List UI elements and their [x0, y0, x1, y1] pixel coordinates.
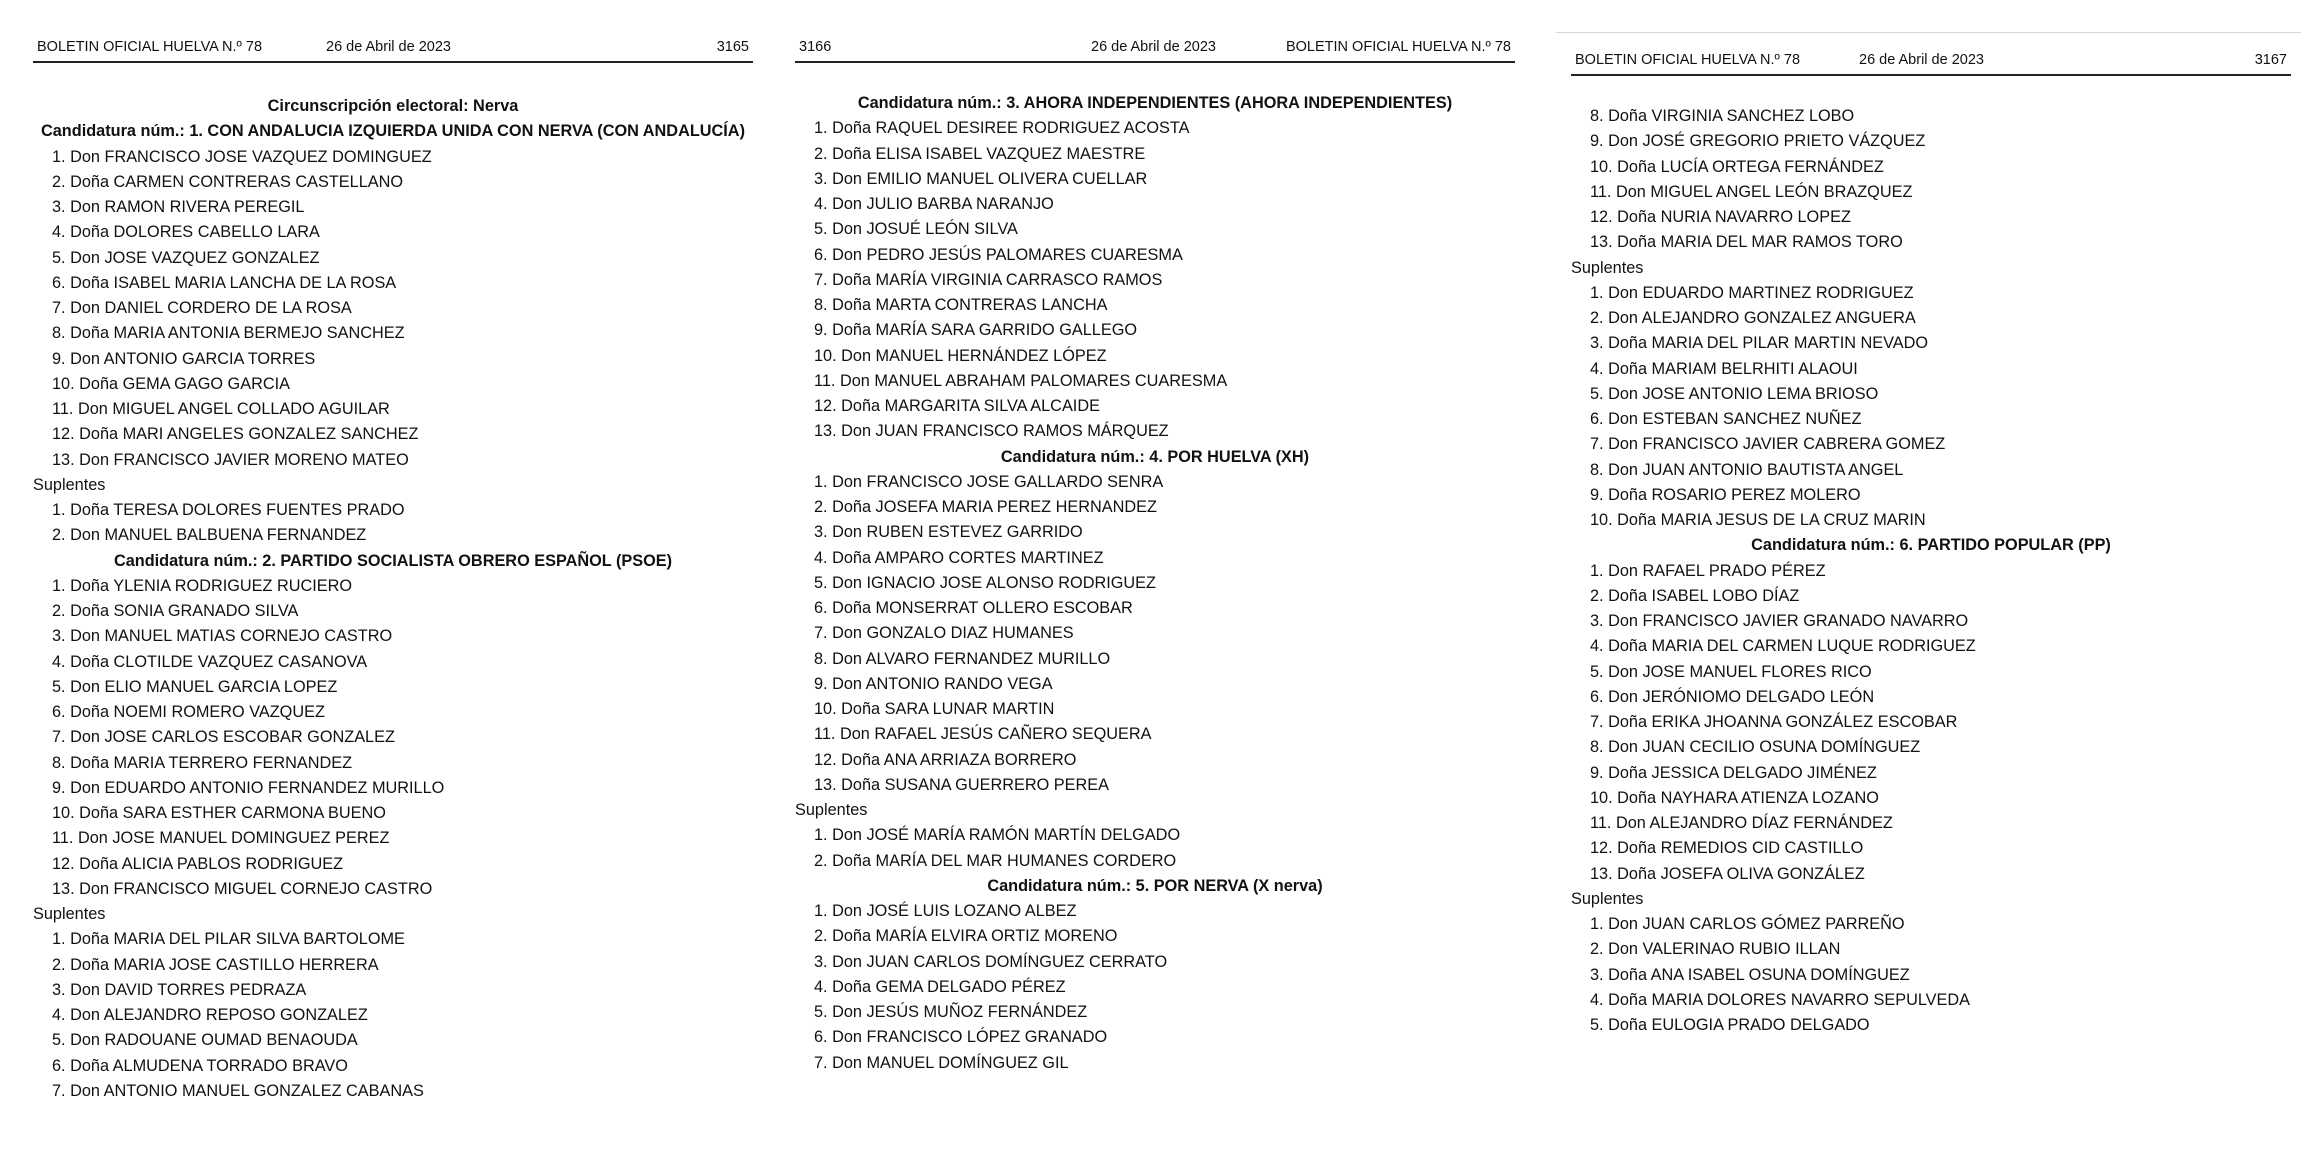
- candidate-line: 4. Doña CLOTILDE VAZQUEZ CASANOVA: [52, 652, 368, 671]
- suplentes-heading: Suplentes: [1571, 258, 1644, 277]
- suplentes-heading: Suplentes: [33, 475, 106, 494]
- candidate-line: 10. Doña NAYHARA ATIENZA LOZANO: [1590, 788, 1879, 807]
- candidate-line: 12. Doña NURIA NAVARRO LOPEZ: [1590, 208, 1851, 226]
- candidate-line: 5. Don JOSUÉ LEÓN SILVA: [814, 220, 1018, 239]
- candidate-line: 7. Don DANIEL CORDERO DE LA ROSA: [52, 299, 352, 317]
- candidate-line: 5. Don ELIO MANUEL GARCIA LOPEZ: [52, 677, 338, 696]
- candidate-line: 7. Don JOSE CARLOS ESCOBAR GONZALEZ: [52, 728, 395, 747]
- candidate-line: 2. Don VALERINAO RUBIO ILLAN: [1590, 940, 1841, 959]
- candidate-line: 4. Doña MARIA DOLORES NAVARRO SEPULVEDA: [1590, 990, 1971, 1009]
- candidate-line: 11. Don MIGUEL ANGEL LEÓN BRAZQUEZ: [1590, 182, 1913, 201]
- candidate-line: 10. Don MANUEL HERNÁNDEZ LÓPEZ: [814, 346, 1107, 365]
- candidate-line: 10. Doña LUCÍA ORTEGA FERNÁNDEZ: [1590, 157, 1884, 176]
- candidate-line: 3. Doña ANA ISABEL OSUNA DOMÍNGUEZ: [1590, 965, 1910, 984]
- candidate-line: 7. Don ANTONIO MANUEL GONZALEZ CABANAS: [52, 1081, 424, 1100]
- header-date: 26 de Abril de 2023: [1859, 52, 1984, 68]
- candidate-line: 7. Don FRANCISCO JAVIER CABRERA GOMEZ: [1590, 435, 1946, 454]
- page-body: [795, 91, 1515, 1076]
- header-journal: BOLETIN OFICIAL HUELVA N.º 78: [1575, 52, 1801, 68]
- candidate-line: 2. Don ALEJANDRO GONZALEZ ANGUERA: [1590, 309, 1916, 327]
- candidate-line: 3. Don DAVID TORRES PEDRAZA: [52, 980, 307, 999]
- candidate-line: 3. Don JUAN CARLOS DOMÍNGUEZ CERRATO: [814, 952, 1168, 971]
- candidate-line: 9. Don EDUARDO ANTONIO FERNANDEZ MURILLO: [52, 778, 445, 797]
- candidate-line: 1. Doña MARIA DEL PILAR SILVA BARTOLOME: [52, 930, 405, 949]
- candidate-line: 8. Doña MARIA TERRERO FERNANDEZ: [52, 753, 353, 772]
- page-3165: [33, 0, 753, 1156]
- candidate-line: 7. Don MANUEL DOMÍNGUEZ GIL: [814, 1053, 1069, 1072]
- candidate-line: 2. Doña MARIA JOSE CASTILLO HERRERA: [52, 955, 379, 974]
- candidate-line: 3. Don FRANCISCO JAVIER GRANADO NAVARRO: [1590, 612, 1969, 630]
- candidate-line: 2. Doña JOSEFA MARIA PEREZ HERNANDEZ: [814, 498, 1157, 516]
- candidate-line: 8. Don ALVARO FERNANDEZ MURILLO: [814, 649, 1111, 668]
- candidate-line: 1. Don FRANCISCO JOSE GALLARDO SENRA: [814, 472, 1164, 491]
- candidate-line: 1. Doña RAQUEL DESIREE RODRIGUEZ ACOSTA: [814, 119, 1190, 138]
- candidate-line: 10. Doña MARIA JESUS DE LA CRUZ MARIN: [1590, 511, 1926, 529]
- candidate-line: 8. Doña VIRGINIA SANCHEZ LOBO: [1590, 107, 1855, 125]
- candidate-line: 6. Don ESTEBAN SANCHEZ NUÑEZ: [1590, 410, 1862, 428]
- candidate-line: 9. Don ANTONIO RANDO VEGA: [814, 674, 1053, 693]
- header-journal: BOLETIN OFICIAL HUELVA N.º 78: [37, 39, 263, 55]
- candidate-line: 11. Don MIGUEL ANGEL COLLADO AGUILAR: [52, 400, 390, 418]
- candidate-line: 13. Doña MARIA DEL MAR RAMOS TORO: [1590, 233, 1903, 252]
- candidacy-heading: Candidatura núm.: 3. AHORA INDEPENDIENTES (AHORA INDEPENDIENTES): [857, 94, 1453, 112]
- candidate-line: 12. Doña REMEDIOS CID CASTILLO: [1590, 839, 1864, 858]
- candidate-line: 6. Doña MONSERRAT OLLERO ESCOBAR: [814, 599, 1133, 617]
- candidate-line: 4. Don ALEJANDRO REPOSO GONZALEZ: [52, 1006, 368, 1024]
- candidate-line: 1. Doña TERESA DOLORES FUENTES PRADO: [52, 501, 405, 519]
- candidate-line: 6. Doña ALMUDENA TORRADO BRAVO: [52, 1056, 348, 1075]
- candidate-line: 11. Don ALEJANDRO DÍAZ FERNÁNDEZ: [1590, 814, 1893, 832]
- page-body: [33, 94, 753, 1104]
- candidate-line: 9. Doña JESSICA DELGADO JIMÉNEZ: [1590, 763, 1877, 782]
- candidate-line: 12. Doña ALICIA PABLOS RODRIGUEZ: [52, 854, 344, 873]
- header-page-number: 3165: [716, 39, 749, 55]
- suplentes-heading: Suplentes: [33, 905, 106, 923]
- candidate-line: 12. Doña MARI ANGELES GONZALEZ SANCHEZ: [52, 425, 419, 444]
- candidacy-heading: Candidatura núm.: 2. PARTIDO SOCIALISTA OBRERO ESPAÑOL (PSOE): [113, 551, 673, 570]
- page-header: [33, 39, 753, 63]
- candidate-line: 3. Don MANUEL MATIAS CORNEJO CASTRO: [52, 627, 393, 646]
- suplentes-heading: Suplentes: [1571, 889, 1644, 908]
- candidate-line: 5. Don JOSE VAZQUEZ GONZALEZ: [52, 248, 320, 267]
- candidate-line: 6. Doña ISABEL MARIA LANCHA DE LA ROSA: [52, 273, 397, 292]
- candidate-line: 7. Don GONZALO DIAZ HUMANES: [814, 624, 1074, 643]
- page-body: [1571, 104, 2291, 1038]
- candidate-line: 12. Doña MARGARITA SILVA ALCAIDE: [814, 397, 1100, 415]
- candidate-line: 5. Don JOSE MANUEL FLORES RICO: [1590, 662, 1872, 681]
- page-3167: [1571, 0, 2291, 1156]
- candidate-line: 3. Doña MARIA DEL PILAR MARTIN NEVADO: [1590, 334, 1929, 353]
- candidate-line: 3. Don EMILIO MANUEL OLIVERA CUELLAR: [814, 169, 1148, 188]
- page-header: [795, 39, 1515, 63]
- candidate-line: 2. Doña MARÍA ELVIRA ORTIZ MORENO: [814, 927, 1118, 946]
- candidate-line: 9. Don ANTONIO GARCIA TORRES: [52, 349, 316, 368]
- candidate-line: 13. Doña SUSANA GUERRERO PEREA: [814, 775, 1109, 794]
- header-date: 26 de Abril de 2023: [326, 39, 451, 55]
- candidate-line: 1. Don JUAN CARLOS GÓMEZ PARREÑO: [1590, 915, 1905, 933]
- candidate-line: 2. Doña MARÍA DEL MAR HUMANES CORDERO: [814, 851, 1177, 870]
- header-journal: BOLETIN OFICIAL HUELVA N.º 78: [1285, 39, 1511, 55]
- candidate-line: 11. Don RAFAEL JESÚS CAÑERO SEQUERA: [814, 725, 1152, 744]
- candidate-line: 1. Don JOSÉ LUIS LOZANO ALBEZ: [814, 902, 1077, 920]
- candidate-line: 5. Don IGNACIO JOSE ALONSO RODRIGUEZ: [814, 573, 1156, 592]
- candidate-line: 11. Don MANUEL ABRAHAM PALOMARES CUARESMA: [814, 371, 1228, 390]
- candidate-line: 13. Don FRANCISCO JAVIER MORENO MATEO: [52, 450, 409, 469]
- candidate-line: 1. Don JOSÉ MARÍA RAMÓN MARTÍN DELGADO: [814, 826, 1181, 845]
- candidate-line: 4. Doña MARIAM BELRHITI ALAOUI: [1590, 359, 1858, 378]
- candidate-line: 1. Don RAFAEL PRADO PÉREZ: [1590, 561, 1826, 580]
- candidate-line: 2. Doña SONIA GRANADO SILVA: [52, 602, 299, 620]
- candidate-line: 4. Doña AMPARO CORTES MARTINEZ: [814, 548, 1104, 567]
- header-date: 26 de Abril de 2023: [1091, 39, 1216, 55]
- candidate-line: 1. Don EDUARDO MARTINEZ RODRIGUEZ: [1590, 283, 1914, 302]
- candidate-line: 4. Doña MARIA DEL CARMEN LUQUE RODRIGUEZ: [1590, 637, 1976, 656]
- candidacy-heading: Candidatura núm.: 6. PARTIDO POPULAR (PP): [1751, 536, 2111, 555]
- candidate-line: 5. Don JOSE ANTONIO LEMA BRIOSO: [1590, 384, 1879, 403]
- candidate-line: 6. Don JERÓNIOMO DELGADO LEÓN: [1590, 687, 1875, 706]
- candidate-line: 2. Doña ISABEL LOBO DÍAZ: [1590, 586, 1800, 605]
- candidate-line: 8. Don JUAN ANTONIO BAUTISTA ANGEL: [1590, 460, 1904, 479]
- candidate-line: 5. Don RADOUANE OUMAD BENAOUDA: [52, 1031, 358, 1050]
- candidacy-heading: Circunscripción electoral: Nerva: [267, 97, 519, 115]
- candidate-line: 1. Don FRANCISCO JOSE VAZQUEZ DOMINGUEZ: [52, 147, 432, 166]
- candidate-line: 13. Don JUAN FRANCISCO RAMOS MÁRQUEZ: [814, 422, 1169, 441]
- candidate-line: 2. Don MANUEL BALBUENA FERNANDEZ: [52, 526, 367, 545]
- candidate-line: 9. Don JOSÉ GREGORIO PRIETO VÁZQUEZ: [1590, 132, 1926, 151]
- candidate-line: 1. Doña YLENIA RODRIGUEZ RUCIERO: [52, 576, 353, 595]
- candidate-line: 6. Don PEDRO JESÚS PALOMARES CUARESMA: [814, 245, 1183, 264]
- suplentes-heading: Suplentes: [795, 801, 868, 819]
- candidate-line: 4. Doña DOLORES CABELLO LARA: [52, 223, 320, 242]
- candidate-line: 10. Doña GEMA GAGO GARCIA: [52, 374, 290, 393]
- page-3166: [795, 0, 1515, 1156]
- candidate-line: 13. Don FRANCISCO MIGUEL CORNEJO CASTRO: [52, 879, 433, 898]
- candidate-line: 7. Doña MARÍA VIRGINIA CARRASCO RAMOS: [814, 270, 1163, 289]
- candidate-line: 11. Don JOSE MANUEL DOMINGUEZ PEREZ: [52, 829, 390, 848]
- candidate-line: 5. Don JESÚS MUÑOZ FERNÁNDEZ: [814, 1003, 1088, 1021]
- candidate-line: 3. Don RAMON RIVERA PEREGIL: [52, 198, 305, 216]
- candidate-line: 4. Doña GEMA DELGADO PÉREZ: [814, 977, 1066, 996]
- page-header: [1571, 52, 2291, 76]
- candidate-line: 6. Doña NOEMI ROMERO VAZQUEZ: [52, 703, 325, 721]
- candidate-line: 10. Doña SARA ESTHER CARMONA BUENO: [52, 804, 386, 822]
- candidacy-heading: Candidatura núm.: 5. POR NERVA (X nerva): [987, 876, 1323, 895]
- candidate-line: 10. Doña SARA LUNAR MARTIN: [814, 700, 1055, 718]
- candidate-line: 9. Doña MARÍA SARA GARRIDO GALLEGO: [814, 321, 1138, 340]
- candidate-line: 7. Doña ERIKA JHOANNA GONZÁLEZ ESCOBAR: [1590, 713, 1958, 731]
- candidate-line: 8. Doña MARTA CONTRERAS LANCHA: [814, 296, 1108, 314]
- candidate-line: 2. Doña CARMEN CONTRERAS CASTELLANO: [52, 172, 404, 191]
- candidate-line: 2. Doña ELISA ISABEL VAZQUEZ MAESTRE: [814, 144, 1146, 163]
- candidate-line: 6. Don FRANCISCO LÓPEZ GRANADO: [814, 1028, 1108, 1047]
- candidate-line: 12. Doña ANA ARRIAZA BORRERO: [814, 750, 1077, 769]
- candidate-line: 9. Doña ROSARIO PEREZ MOLERO: [1590, 485, 1861, 504]
- candidate-line: 13. Doña JOSEFA OLIVA GONZÁLEZ: [1590, 864, 1865, 883]
- candidate-line: 5. Doña EULOGIA PRADO DELGADO: [1590, 1016, 1870, 1034]
- candidacy-heading: Candidatura núm.: 4. POR HUELVA (XH): [1000, 447, 1310, 466]
- page-top-rule: [1556, 32, 2301, 33]
- candidate-line: 8. Don JUAN CECILIO OSUNA DOMÍNGUEZ: [1590, 738, 1921, 757]
- header-page-number: 3166: [799, 39, 832, 55]
- candidate-line: 3. Don RUBEN ESTEVEZ GARRIDO: [814, 523, 1083, 542]
- candidate-line: 8. Doña MARIA ANTONIA BERMEJO SANCHEZ: [52, 324, 405, 343]
- header-page-number: 3167: [2254, 52, 2287, 68]
- candidate-line: 4. Don JULIO BARBA NARANJO: [814, 195, 1054, 213]
- candidacy-heading: Candidatura núm.: 1. CON ANDALUCIA IZQUIERDA UNIDA CON NERVA (CON ANDALUCÍA): [40, 122, 745, 141]
